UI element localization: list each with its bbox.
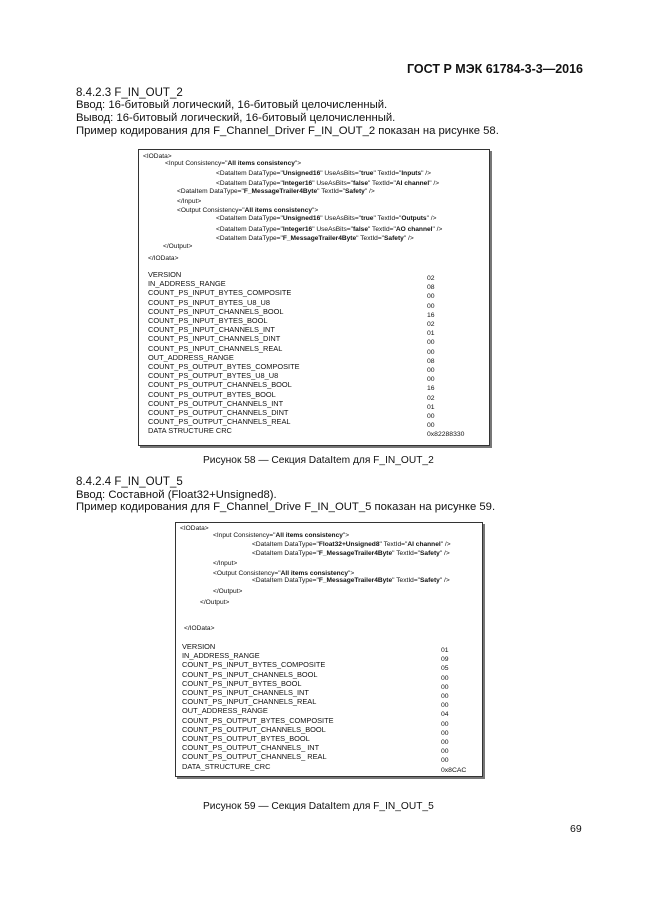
xml-line [148, 254, 178, 264]
field-name: DATA_STRUCTURE_CRC [182, 761, 271, 771]
xml-line [177, 187, 375, 197]
xml-markup: <DataItem DataType=" [216, 170, 283, 177]
xml-value: All items consistency [244, 207, 313, 214]
field-value: 08 [427, 284, 435, 292]
figure-59-caption: Рисунок 59 — Секция DataItem для F_IN_OUT_5 [203, 801, 434, 812]
xml-markup: </Output> [213, 588, 243, 595]
field-name: COUNT_PS_OUTPUT_BYTES_BOOL [182, 734, 310, 744]
field-value: 00 [427, 293, 435, 301]
field-value: 01 [427, 403, 435, 411]
field-value: 00 [427, 413, 435, 421]
field-value: 02 [427, 321, 435, 329]
xml-value: All items consistency [280, 570, 349, 577]
field-value: 04 [441, 711, 449, 719]
figure-59-box [175, 522, 483, 777]
field-value: 16 [427, 385, 435, 393]
field-value: 00 [441, 693, 449, 701]
xml-markup: "> [348, 570, 355, 577]
xml-value: Safety [345, 188, 365, 195]
xml-markup: <DataItem DataType=" [252, 541, 319, 548]
field-value: 00 [441, 748, 449, 756]
field-name: VERSION [182, 642, 216, 651]
xml-markup: <DataItem DataType=" [252, 577, 319, 584]
field-value: 00 [441, 757, 449, 765]
xml-markup: <DataItem DataType=" [252, 550, 319, 557]
figure-59-field-names [182, 642, 334, 771]
figure-59-field-values [441, 646, 466, 775]
field-value: 00 [441, 720, 449, 728]
field-value: 00 [427, 367, 435, 375]
page-number: 69 [570, 823, 582, 835]
xml-value: AO channel [395, 226, 433, 233]
xml-value: Unsigned16 [282, 170, 321, 177]
xml-value: F_MessageTrailer4Byte [318, 577, 393, 584]
example-intro-2: Пример кодирования для F_Channel_Drive F_IN_OUT_5 показан на рисунке 59. [76, 501, 496, 513]
field-name: COUNT_PS_OUTPUT_BYTES_COMPOSITE [182, 715, 334, 725]
xml-markup: </IOData> [148, 255, 179, 262]
field-name: OUT_ADDRESS_RANGE [182, 706, 268, 716]
field-value: 00 [427, 348, 435, 356]
xml-markup: " UseAsBits=" [312, 226, 353, 233]
xml-line [200, 598, 229, 608]
xml-value: AI channel [395, 180, 430, 187]
field-value: 00 [441, 702, 449, 710]
field-name: COUNT_PS_OUTPUT_BYTES_U8_U8 [148, 371, 279, 381]
field-value: 16 [427, 311, 435, 319]
xml-value: Safety [384, 235, 404, 242]
xml-line [213, 587, 242, 597]
xml-markup: </Output> [163, 243, 193, 250]
field-value: 02 [427, 394, 435, 402]
xml-markup: <Input Consistency=" [165, 160, 228, 167]
xml-value: Safety [420, 550, 440, 557]
xml-markup: " TextId=" [392, 577, 421, 584]
field-value: 00 [427, 339, 435, 347]
field-value: 00 [427, 302, 435, 310]
xml-markup: <Output Consistency=" [213, 570, 281, 577]
xml-markup: <DataItem DataType=" [177, 188, 244, 195]
xml-markup: <DataItem DataType=" [216, 235, 283, 242]
field-value: 00 [427, 422, 435, 430]
standard-header: ГОСТ Р МЭК 61784-3-3—2016 [407, 62, 583, 76]
xml-value: Outputs [401, 215, 427, 222]
field-name: COUNT_PS_INPUT_BYTES_COMPOSITE [182, 660, 326, 670]
section-heading-f-in-out-2: 8.4.2.3 F_IN_OUT_2 [76, 87, 183, 99]
xml-markup: </Input> [177, 198, 202, 205]
xml-markup: " /> [426, 215, 437, 222]
field-name: IN_ADDRESS_RANGE [182, 651, 260, 661]
xml-value: Safety [420, 577, 440, 584]
xml-line [180, 524, 209, 534]
xml-line [216, 214, 436, 224]
field-name: COUNT_PS_INPUT_CHANNELS_DINT [148, 334, 281, 344]
xml-markup: <IOData> [143, 153, 172, 160]
figure-58-field-names [148, 270, 300, 436]
field-name: COUNT_PS_INPUT_BYTES_BOOL [148, 316, 268, 326]
xml-markup: </IOData> [184, 625, 215, 632]
xml-markup: "> [342, 532, 350, 539]
field-name: COUNT_PS_OUTPUT_BYTES_COMPOSITE [148, 362, 300, 372]
xml-line [165, 159, 301, 169]
xml-value: All items consistency [227, 160, 295, 167]
xml-line [216, 234, 414, 244]
xml-markup: " TextId=" [379, 541, 408, 548]
xml-markup: <IOData> [180, 525, 209, 532]
field-value: 08 [427, 357, 435, 365]
xml-markup: <DataItem DataType=" [216, 215, 283, 222]
xml-line [252, 576, 450, 586]
xml-value: Integer16 [282, 180, 313, 187]
xml-line [163, 242, 192, 252]
field-value: 0x8CAC [441, 766, 467, 774]
xml-value: F_MessageTrailer4Byte [282, 235, 357, 242]
xml-value: F_MessageTrailer4Byte [318, 550, 393, 557]
field-name: COUNT_PS_OUTPUT_CHANNELS_ INT [182, 743, 320, 753]
field-value: 01 [427, 330, 435, 338]
field-name: COUNT_PS_OUTPUT_CHANNELS_REAL [148, 417, 291, 427]
xml-line [252, 549, 450, 559]
xml-value: Unsigned16 [282, 215, 321, 222]
field-name: COUNT_PS_INPUT_CHANNELS_INT [182, 688, 309, 698]
field-name: VERSION [148, 270, 182, 279]
field-name: COUNT_PS_OUTPUT_CHANNELS_INT [148, 398, 284, 408]
figure-58-field-values [427, 274, 464, 440]
output-description: Вывод: 16-битовый логический, 16-битовый целочисленный. [76, 112, 396, 124]
xml-markup: " TextId=" [373, 215, 402, 222]
xml-markup: </Input> [213, 560, 238, 567]
xml-markup: "> [294, 160, 302, 167]
xml-markup: " /> [421, 170, 431, 177]
xml-line [216, 169, 431, 179]
xml-markup: " /> [439, 577, 450, 584]
xml-markup: "> [312, 207, 319, 214]
field-name: COUNT_PS_INPUT_CHANNELS_BOOL [182, 669, 318, 679]
xml-markup: " /> [429, 180, 440, 187]
figure-58-box [138, 149, 490, 446]
xml-markup: " UseAsBits=" [320, 170, 362, 177]
field-value: 01 [441, 647, 449, 654]
field-value: 00 [441, 674, 449, 682]
field-value: 02 [427, 275, 435, 282]
xml-value: F_MessageTrailer4Byte [243, 188, 318, 195]
field-name: COUNT_PS_INPUT_CHANNELS_BOOL [148, 306, 284, 316]
example-intro: Пример кодирования для F_Channel_Driver F_IN_OUT_2 показан на рисунке 58. [76, 125, 499, 137]
field-value: 00 [441, 683, 449, 691]
field-name: COUNT_PS_OUTPUT_BYTES_BOOL [148, 389, 276, 399]
xml-markup: " /> [403, 235, 414, 242]
xml-markup: " /> [439, 550, 450, 557]
xml-markup: </Output> [200, 599, 230, 606]
xml-value: Float32+Unsigned8 [318, 541, 380, 548]
xml-markup: " TextId=" [373, 170, 402, 177]
field-name: COUNT_PS_INPUT_BYTES_BOOL [182, 678, 302, 688]
xml-line [184, 624, 214, 634]
xml-markup: <DataItem DataType=" [216, 226, 283, 233]
xml-markup: " /> [432, 226, 443, 233]
input-description: Ввод: 16-битовый логический, 16-битовый целочисленный. [76, 99, 388, 111]
xml-markup: " TextId=" [356, 235, 385, 242]
xml-value: true [361, 170, 374, 177]
xml-markup: " TextId=" [368, 226, 396, 233]
field-name: COUNT_PS_OUTPUT_CHANNELS_BOOL [148, 380, 292, 390]
xml-markup: " UseAsBits=" [320, 215, 362, 222]
field-name: COUNT_PS_OUTPUT_CHANNELS_BOOL [182, 724, 326, 734]
field-name: COUNT_PS_OUTPUT_CHANNELS_ REAL [182, 752, 327, 762]
xml-markup: " TextId=" [368, 180, 396, 187]
field-name: COUNT_PS_INPUT_CHANNELS_REAL [182, 697, 317, 707]
xml-line [213, 559, 237, 569]
xml-value: All items consistency [275, 532, 343, 539]
field-name: COUNT_PS_OUTPUT_CHANNELS_DINT [148, 408, 289, 418]
field-name: DATA STRUCTURE CRC [148, 426, 232, 436]
xml-value: Integer16 [282, 226, 313, 233]
xml-markup: " TextId=" [392, 550, 421, 557]
xml-value: AI channel [407, 541, 441, 548]
xml-markup: " /> [364, 188, 375, 195]
field-value: 0x82288330 [427, 431, 465, 439]
field-name: COUNT_PS_INPUT_BYTES_COMPOSITE [148, 288, 292, 298]
field-name: COUNT_PS_INPUT_CHANNELS_INT [148, 325, 275, 335]
field-value: 00 [441, 739, 449, 747]
xml-markup: <DataItem DataType=" [216, 180, 283, 187]
xml-markup: " /> [440, 541, 451, 548]
xml-markup: <Output Consistency=" [177, 207, 245, 214]
xml-value: false [352, 180, 368, 187]
xml-value: false [352, 226, 368, 233]
xml-markup: " UseAsBits=" [312, 180, 353, 187]
xml-value: true [361, 215, 374, 222]
field-name: IN_ADDRESS_RANGE [148, 279, 226, 289]
xml-value: Inputs [401, 170, 422, 177]
xml-markup: " TextId=" [317, 188, 346, 195]
field-name: COUNT_PS_INPUT_BYTES_U8_U8 [148, 297, 270, 307]
input-description-2: Ввод: Составной (Float32+Unsigned8). [76, 489, 277, 501]
section-heading-f-in-out-5: 8.4.2.4 F_IN_OUT_5 [76, 476, 183, 488]
field-value: 00 [427, 376, 435, 384]
field-name: OUT_ADDRESS_RANGE [148, 352, 234, 362]
field-name: COUNT_PS_INPUT_CHANNELS_REAL [148, 343, 283, 353]
field-value: 05 [441, 665, 449, 673]
figure-58-caption: Рисунок 58 — Секция DataItem для F_IN_OUT_2 [203, 455, 434, 466]
field-value: 00 [441, 729, 449, 737]
xml-markup: <Input Consistency=" [213, 532, 276, 539]
field-value: 09 [441, 656, 449, 664]
